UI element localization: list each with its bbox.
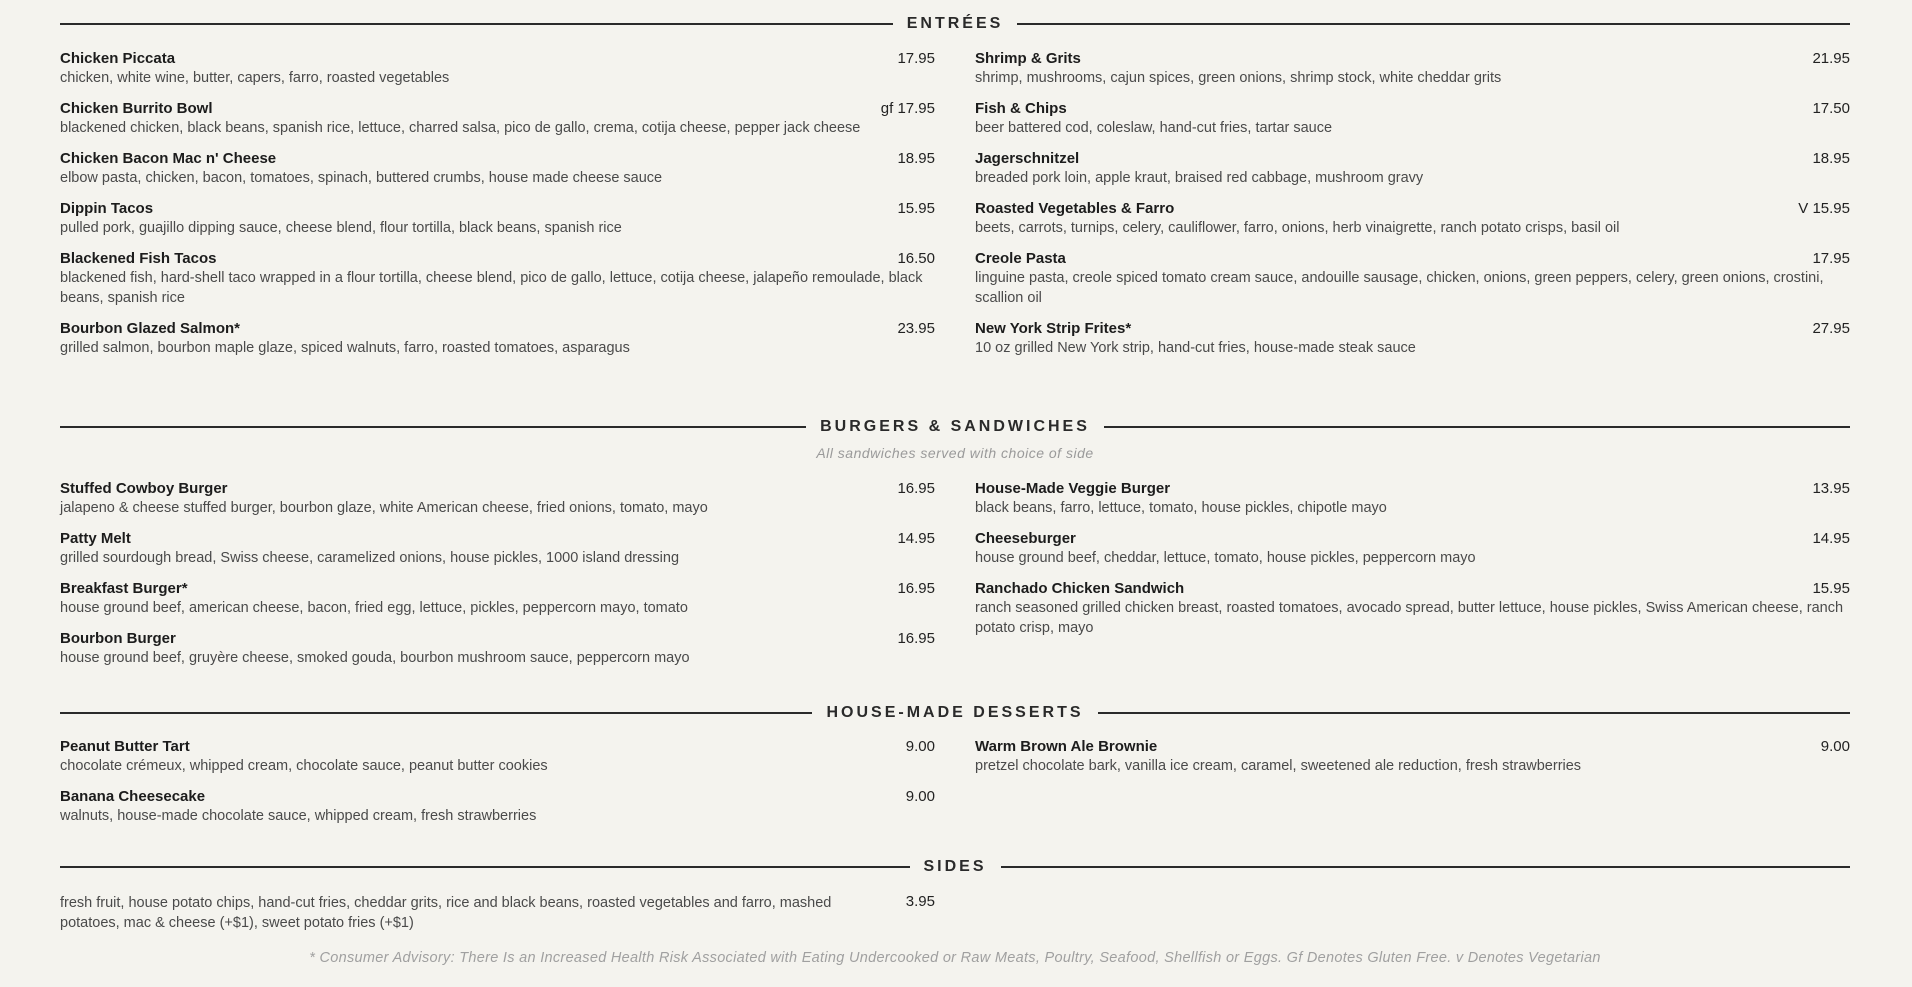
menu-item-name: Peanut Butter Tart [60, 738, 190, 755]
menu-item-price: 18.95 [897, 150, 935, 167]
menu-item [975, 580, 1850, 638]
menu-item [60, 480, 935, 518]
menu-item-name: Patty Melt [60, 530, 131, 547]
menu-item [975, 150, 1850, 188]
menu-item-price: 14.95 [1812, 530, 1850, 547]
menu-item-price: 16.95 [897, 480, 935, 497]
menu-item [60, 150, 935, 188]
menu-item [60, 250, 935, 308]
divider [60, 866, 910, 868]
menu-item-name: Cheeseburger [975, 530, 1076, 547]
menu-item-name: New York Strip Frites* [975, 320, 1132, 337]
menu-item [975, 530, 1850, 568]
menu-item-description: pretzel chocolate bark, vanilla ice cream, caramel, sweetened ale reduction, fresh strawberries [975, 758, 1582, 774]
menu-item-name: Fish & Chips [975, 100, 1067, 117]
menu-item-price: 16.50 [897, 250, 935, 267]
divider [60, 23, 893, 25]
menu-item [975, 100, 1850, 138]
divider [60, 426, 806, 428]
desserts-left-column [60, 738, 935, 838]
menu-item-description: elbow pasta, chicken, bacon, tomatoes, spinach, buttered crumbs, house made cheese sauce [60, 170, 663, 186]
menu-item-name: Shrimp & Grits [975, 50, 1081, 67]
section-header-burgers [60, 415, 1850, 439]
entrees-right-column [975, 50, 1850, 370]
divider [1098, 712, 1850, 714]
menu-item-name: Bourbon Burger [60, 630, 176, 647]
menu-item-description: linguine pasta, creole spiced tomato cream sauce, andouille sausage, chicken, onions, green peppers, celery, green onions, crostini, scallion oil [975, 270, 1824, 306]
menu-item [60, 788, 935, 826]
menu-item-name: Jagerschnitzel [975, 150, 1080, 167]
menu-item-price: 17.50 [1812, 100, 1850, 117]
menu-item-price: 15.95 [1812, 580, 1850, 597]
consumer-advisory: * Consumer Advisory: There Is an Increased Health Risk Associated with Eating Undercooked or Raw Meats, Poultry, Seafood, Shellfish or Eggs. Gf Denotes Gluten Free. v Denotes Vegetarian [309, 950, 1601, 966]
menu-item-price: 16.95 [897, 580, 935, 597]
menu-item-description: chicken, white wine, butter, capers, farro, roasted vegetables [60, 70, 450, 86]
menu-item-description: beets, carrots, turnips, celery, cauliflower, farro, onions, herb vinaigrette, ranch potato crisps, basil oil [975, 220, 1620, 236]
menu-item-price: 15.95 [897, 200, 935, 217]
menu-item-name: Chicken Burrito Bowl [60, 100, 213, 117]
menu-item-description: pulled pork, guajillo dipping sauce, cheese blend, flour tortilla, black beans, spanish rice [60, 220, 622, 236]
menu-item-description: blackened fish, hard-shell taco wrapped in a flour tortilla, cheese blend, pico de gallo, lettuce, cotija cheese, jalapeño remoulade, black beans, spanish rice [60, 270, 923, 306]
divider [1001, 866, 1851, 868]
menu-item-description: jalapeno & cheese stuffed burger, bourbon glaze, white American cheese, fried onions, tomato, mayo [60, 500, 708, 516]
divider [1017, 23, 1850, 25]
menu-item-price: 23.95 [897, 320, 935, 337]
menu-item [60, 630, 935, 668]
menu-item [975, 480, 1850, 518]
menu-item-price: 16.95 [897, 630, 935, 647]
menu-item-name: Chicken Piccata [60, 50, 176, 67]
menu-item-name: Stuffed Cowboy Burger [60, 480, 228, 497]
entrees-left-column [60, 50, 935, 370]
menu-item-description: 10 oz grilled New York strip, hand-cut fries, house-made steak sauce [975, 340, 1416, 356]
menu-item-price: 14.95 [897, 530, 935, 547]
menu-item [975, 250, 1850, 308]
section-title: BURGERS & SANDWICHES [820, 418, 1090, 435]
section-title: SIDES [923, 858, 987, 875]
menu-item-description: breaded pork loin, apple kraut, braised red cabbage, mushroom gravy [975, 170, 1424, 186]
desserts-right-column [975, 738, 1850, 788]
menu-item-price: 27.95 [1812, 320, 1850, 337]
menu-item-description: blackened chicken, black beans, spanish rice, lettuce, charred salsa, pico de gallo, crema, cotija cheese, pepper jack cheese [60, 120, 861, 136]
menu-item [60, 738, 935, 776]
menu-item-price: gf 17.95 [880, 100, 935, 117]
menu-item-description: walnuts, house-made chocolate sauce, whipped cream, fresh strawberries [60, 808, 537, 824]
sides-price: 3.95 [905, 893, 935, 910]
menu-item-name: Creole Pasta [975, 250, 1066, 267]
menu-item-description: shrimp, mushrooms, cajun spices, green onions, shrimp stock, white cheddar grits [975, 70, 1502, 86]
menu-item-name: House-Made Veggie Burger [975, 480, 1171, 497]
section-title: HOUSE-MADE DESSERTS [826, 704, 1084, 721]
section-header-desserts [60, 701, 1850, 725]
menu-item-description: ranch seasoned grilled chicken breast, roasted tomatoes, avocado spread, butter lettuce, house pickles, Swiss American cheese, ranch potato crisp, mayo [975, 600, 1844, 636]
divider [1104, 426, 1850, 428]
menu-item-price: V 15.95 [1798, 200, 1850, 217]
menu-item [975, 738, 1850, 776]
menu-item-name: Dippin Tacos [60, 200, 154, 217]
menu-item-name: Banana Cheesecake [60, 788, 206, 805]
menu-item-price: 9.00 [905, 738, 935, 755]
sides-description: fresh fruit, house potato chips, hand-cut fries, cheddar grits, rice and black beans, roasted vegetables and farro, mashed potatoes, mac & cheese (+$1), sweet potato fries (+$1) [60, 895, 832, 931]
divider [60, 712, 812, 714]
menu-item [975, 50, 1850, 88]
menu-item-description: grilled sourdough bread, Swiss cheese, caramelized onions, house pickles, 1000 island dressing [60, 550, 680, 566]
menu-item [60, 530, 935, 568]
menu-item-name: Chicken Bacon Mac n' Cheese [60, 150, 277, 167]
menu-item-description: house ground beef, cheddar, lettuce, tomato, house pickles, peppercorn mayo [975, 550, 1476, 566]
menu-item [60, 100, 935, 138]
menu-item-description: beer battered cod, coleslaw, hand-cut fries, tartar sauce [975, 120, 1333, 136]
menu-item-price: 17.95 [897, 50, 935, 67]
menu-item-name: Bourbon Glazed Salmon* [60, 320, 241, 337]
menu-item-price: 9.00 [1820, 738, 1850, 755]
burgers-right-column [975, 480, 1850, 650]
menu-item [60, 320, 935, 358]
menu-item-description: grilled salmon, bourbon maple glaze, spiced walnuts, farro, roasted tomatoes, asparagus [60, 340, 630, 356]
menu-item-price: 13.95 [1812, 480, 1850, 497]
menu-item-name: Ranchado Chicken Sandwich [975, 580, 1185, 597]
menu-item-price: 21.95 [1812, 50, 1850, 67]
burgers-left-column [60, 480, 935, 680]
menu-item-name: Blackened Fish Tacos [60, 250, 217, 267]
menu-item-name: Breakfast Burger* [60, 580, 188, 597]
menu-item-name: Warm Brown Ale Brownie [975, 738, 1158, 755]
menu-item-description: black beans, farro, lettuce, tomato, house pickles, chipotle mayo [975, 500, 1387, 516]
menu-item [975, 320, 1850, 358]
menu-item [975, 200, 1850, 238]
menu-item-description: house ground beef, gruyère cheese, smoked gouda, bourbon mushroom sauce, peppercorn mayo [60, 650, 690, 666]
menu-item [60, 200, 935, 238]
sides-item [60, 893, 935, 933]
menu-item-description: house ground beef, american cheese, bacon, fried egg, lettuce, pickles, peppercorn mayo, tomato [60, 600, 688, 616]
section-header-sides [60, 855, 1850, 879]
menu-item-price: 9.00 [905, 788, 935, 805]
menu-item [60, 50, 935, 88]
menu-item-price: 18.95 [1812, 150, 1850, 167]
section-title: ENTRÉES [906, 15, 1004, 32]
section-subtitle: All sandwiches served with choice of side [816, 445, 1094, 461]
menu-item [60, 580, 935, 618]
menu-item-name: Roasted Vegetables & Farro [975, 200, 1175, 217]
section-header-entrees [60, 12, 1850, 36]
menu-item-description: chocolate crémeux, whipped cream, chocolate sauce, peanut butter cookies [60, 758, 548, 774]
menu-item-price: 17.95 [1812, 250, 1850, 267]
